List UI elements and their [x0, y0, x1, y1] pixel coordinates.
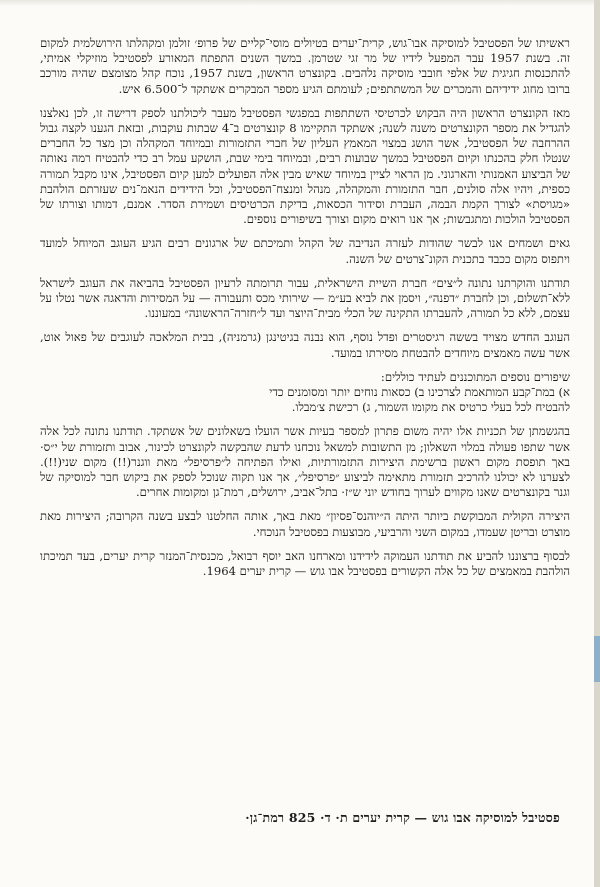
page-edge-right — [594, 0, 600, 887]
page-edge-shadow — [0, 0, 600, 6]
article-body — [40, 36, 570, 588]
paragraph-history: ראשיתו של הפסטיבל למוסיקה אבו־גוש, קרית־יערים בטיולים מוסי־קליים של פרופ׳ זולמן ומקהלתו הירושלמית למקום זה. בשנת 1957 עבר המפעל לידיו של מר זגי שטרמן. במשך השנים התפתח המאורע לפסטיבל מוזיקלי אמיתי, להתכנסות חגיגית של אלפי חובבי מוסיקה נלהבים. בקונצרט הראשון, בשנת 1957, נוכח קהל מצומצם שהיה מורכב ברובו מחוג ידידיהם והמכרים של המשתתפים; לעומתם הגיע מספר המבקרים אשתקד ל־6.500 איש. — [40, 36, 570, 96]
paragraph-survey: בהגשמתן של תכניות אלו יהיה משום פתרון למספר בעיות אשר הועלו בשאלונים של אשתקד. תודתנו נתונה לכל אלה אשר שתפו פעולה במלוי השאלון; מן התשובות למשאל נוכחנו לדעת שהבקשה לקונצרט לכינור, אבוב ותזמורת של י״ס· באך תופסת מקום ראשון ברשימת היצירות התזמורתיות, ואילו הפתיחה ל״פרסיפל״ מאת ווגנר(!!) מקום שני(!!). לצערנו לא יכולנו להרכיב תזמורת מתאימה לביצוע ״פרסיפל״, אך אנו תקוה שנוכל לספק את ביקוש חבר למוסיקה של וגנר בקונצרטים שאנו מקווים לערוך בחודש יוני ש״ז· בתל־אביב, ירושלים, רמת־גן ומקומות אחרים. — [40, 424, 570, 500]
paragraph-thanks-zim: תודתנו והוקרתנו נתונה ל״צים״ חברת השיית הישראלית, עבור תרומתה לרעיון הפסטיבל בהביאה את העוגב לישראל ללא־תשלום, וכן לחברת ״דפנה״, ויסמן את לביא בע״מ — שירותי מכס ותעבורה — על המסירות והדאגה אשר נטלו על עצמם, ללא כל תמורה, להעברתו התקינה של הכלי מבית־היוצר ועד ל״חזרה־הראשונה״ במעוננו. — [40, 275, 570, 321]
paragraph-closing-thanks: לבסוף ברצוננו להביע את תודתנו העמוקה לידידנו ומארחנו האב יוסף רבואל, מכנסית־המנזר קרית יערים, בעד תמיכתו הולהבת במאמצים של כל אלה הקשורים בפסטיבל אבו גוש — קרית יערים 1964. — [40, 548, 570, 579]
improvements-line-1: א) במת־קבע המותאמת לצרכינו ב) כסאות נוחים יותר ומסומנים כדי — [269, 385, 570, 400]
improvements-line-2: להבטיח לכל בעלי כרטיס את מקומו השמור, ג) רכישת צ׳מבלו. — [291, 400, 570, 415]
paragraph-concert-demand: מאז הקונצרט הראשון היה הבקוש לכרטיסי השתתפות במפגשי הפסטיבל מעבר ליכולתנו לספק דרישה זו, לכן נאלצנו להגדיל את מספר הקונצרטים משנה לשנה; אשתקד התקיימו 8 קונצרטים ב־4 שבתות עוקבות, ובזאת הגענו לקצה גבול ההרחבה של הפסטיבל, אשר הושג במצוי המאמץ העליון של חברי התזמורות ובמיוחד המקהלה וכן מצד כל החברים שנטלו חלק בהכנתו וקיום הפסטיבל במשך שבועות רבים, ובמיוחד בימי שבת, הושקע עמל רב כדי להבטיח רמה נאותה של הביצוע האמנותי והארגוני. מן הראוי לציין במיוחד שאיש מבין אלה הפועלים למען קיום הפסטיבל, אינו מקבל תמורה כספית, ויהיו אלה סולנים, חבר התזמורת והמקהלה, מנהל ומנצח־הפסטיבל, וכל הידידים הנאמ־נים שעזרתם הולהבת «מגויסת» לצורך הקמת הבמה, העברת וסידור הכסאות, בדיקת הכרטיסים ושמירת הסדר. אמנם, דמותו וצורתו של הפסטיבל הולכות ומתגבשות; אך אנו רואים מקום וצורך בשיפורים נוספים. — [40, 105, 570, 227]
improvements-list — [40, 370, 570, 416]
paragraph-organ-arrival: גאים ושמחים אנו לבשר שהודות לעזרה הנדיבה של הקהל ותמיכתם של ארגונים רבים הגיע העוגב המיוחל למועד ויתפוס מקום ככבד בתכנית הקונ־צרטים של השנה. — [40, 236, 570, 266]
paragraph-vocal-works: היצירה הקולית המבוקשת ביותר היתה ה״יוהנס־פסיון״ מאת באך, אותה החלטנו לבצע בשנה הקרובה; היצירות מאת מוצרט ובריטן שעמדו, במקום השני והרביעי, מבוצעות בפסטיבל הנוכחי. — [40, 509, 570, 539]
page-tab-accent — [594, 636, 600, 682]
paragraph-organ-details: העוגב החדש מצויד בששה רגיסטרים ופדל נוסף, הוא נבנה בגיטינגן (גרמניה), בבית המלאכה לעוגבים של פאול אוט, אשר עשה מאמצים מיוחדים להבטחת מסירתו במועד. — [40, 330, 570, 360]
improvements-intro: שיפורים נוספים המתוכננים לעתיד כוללים: — [380, 369, 570, 384]
page-footer: פסטיבל למוסיקה אבו גוש — קרית יערים ת· ד· 825 רמת־גן· — [245, 810, 560, 825]
